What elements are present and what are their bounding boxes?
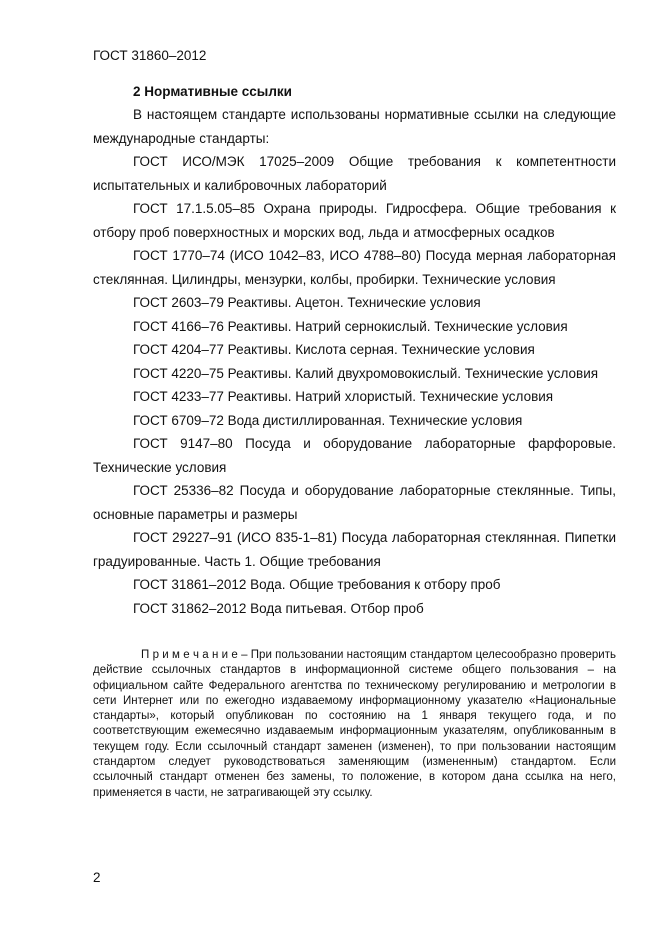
document-code: ГОСТ 31860–2012: [93, 48, 207, 63]
note-paragraph: [93, 648, 616, 801]
note-body: – При пользовании настоящим стандартом целесообразно проверить действие ссылочных стандартов в информационной системе общего пользования – на официальном сайте Федерального агентства по техническому регулированию и метрологии в сети Интернет или по ежегодно издаваемому информационному указателю «Национальные стандарты», который опубликован по состоянию на 1 января текущего года, и по соответствующим ежемесячно издаваемым информационным указателям, опубликованным в текущем году. Если ссылочный стандарт заменен (изменен), то при пользовании настоящим стандартом следует руководствоваться заменяющим (измененным) стандартом. Если ссылочный стандарт отменен без замены, то положение, в котором дана ссылка на него, применяется в части, не затрагивающей эту ссылку.: [93, 649, 616, 799]
reference-item: ГОСТ 31861–2012 Вода. Общие требования к отбору проб: [133, 577, 501, 592]
reference-item: ГОСТ ИСО/МЭК 17025–2009 Общие требования к компетентности испытательных и калибровочных лабораторий: [93, 154, 616, 193]
reference-item: ГОСТ 4166–76 Реактивы. Натрий сернокислый. Технические условия: [133, 318, 568, 334]
reference-item: ГОСТ 4220–75 Реактивы. Калий двухромовокислый. Технические условия: [133, 365, 599, 381]
page-number: 2: [93, 870, 101, 885]
reference-item: ГОСТ 25336–82 Посуда и оборудование лабораторные стеклянные. Типы, основные параметры и размеры: [93, 483, 616, 522]
reference-item: ГОСТ 17.1.5.05–85 Охрана природы. Гидросфера. Общие требования к отбору проб поверхностных и морских вод, льда и атмосферных осадков: [93, 201, 616, 240]
reference-item: ГОСТ 1770–74 (ИСО 1042–83, ИСО 4788–80) Посуда мерная лабораторная стеклянная. Цилиндры, мензурки, колбы, пробирки. Технические условия: [93, 248, 616, 287]
note-label: П р и м е ч а н и е: [141, 649, 238, 661]
reference-item: ГОСТ 4204–77 Реактивы. Кислота серная. Технические условия: [133, 342, 535, 357]
intro-paragraph: В настоящем стандарте использованы нормативные ссылки на следующие международные стандарты:: [93, 107, 616, 146]
normative-references-section: [93, 80, 616, 620]
reference-item: ГОСТ 6709–72 Вода дистиллированная. Технические условия: [133, 412, 523, 428]
reference-item: ГОСТ 31862–2012 Вода питьевая. Отбор проб: [133, 600, 424, 616]
section-heading: 2 Нормативные ссылки: [133, 84, 292, 99]
reference-item: ГОСТ 9147–80 Посуда и оборудование лабораторные фарфоровые. Технические условия: [93, 436, 616, 475]
note: [93, 648, 616, 801]
reference-item: ГОСТ 29227–91 (ИСО 835-1–81) Посуда лабораторная стеклянная. Пипетки градуированные. Часть 1. Общие требования: [93, 530, 616, 569]
reference-item: ГОСТ 2603–79 Реактивы. Ацетон. Технические условия: [133, 295, 481, 310]
reference-item: ГОСТ 4233–77 Реактивы. Натрий хлористый. Технические условия: [133, 389, 554, 404]
